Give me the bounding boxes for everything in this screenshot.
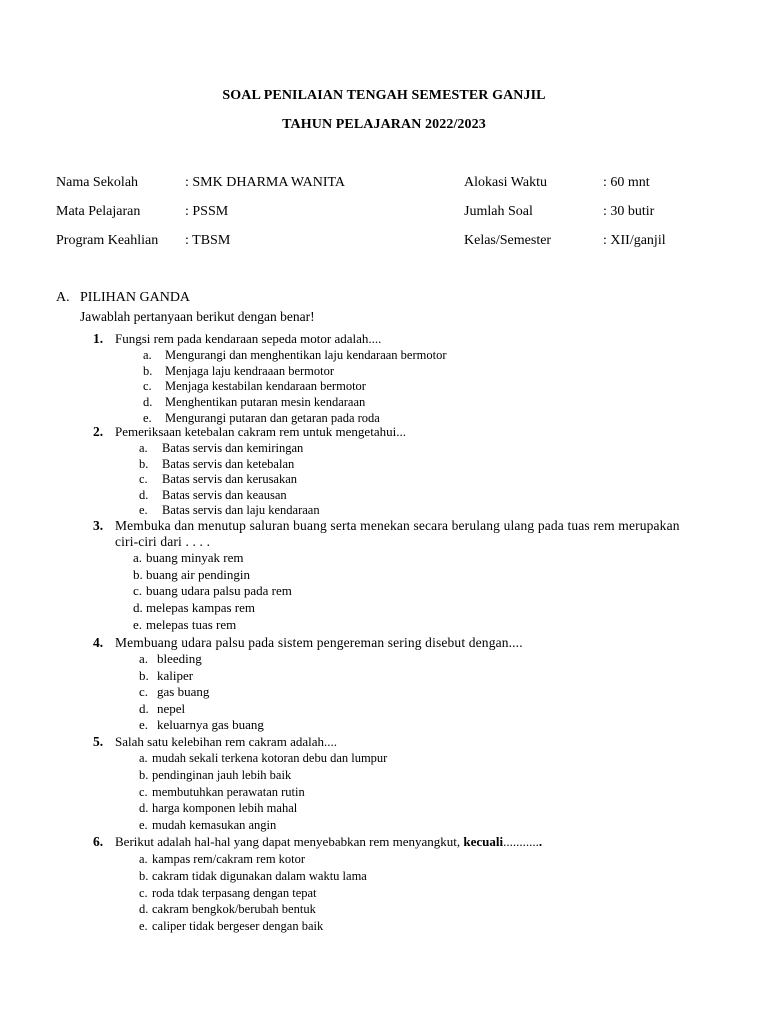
option-letter: c.	[139, 784, 148, 799]
question-text	[115, 834, 695, 850]
option-letter: c.	[139, 885, 148, 900]
option-letter: d.	[139, 801, 149, 816]
question-text-part: Berikut adalah hal-hal yang dapat menyebabkan rem menyangkut,	[115, 834, 464, 849]
info-label: Kelas/Semester	[464, 233, 552, 248]
option-text: mudah kemasukan angin	[152, 818, 277, 833]
question-text: Salah satu kelebihan rem cakram adalah....	[115, 734, 337, 749]
option-text: kampas rem/cakram rem kotor	[152, 852, 306, 866]
option-letter: e.	[143, 410, 152, 425]
document-title: SOAL PENILAIAN TENGAH SEMESTER GANJIL	[222, 88, 546, 103]
option-letter: b.	[139, 456, 149, 471]
option-text: keluarnya gas buang	[157, 717, 264, 732]
option-letter: a.	[139, 651, 149, 666]
option-text: Mengurangi dan menghentikan laju kendaraan bermotor	[165, 348, 447, 362]
option-letter: d.	[143, 395, 153, 410]
question-number: 1.	[93, 331, 104, 346]
option-text: melepas tuas rem	[146, 616, 237, 632]
option-text: Batas servis dan kerusakan	[162, 472, 298, 486]
option-text: pendinginan jauh lebih baik	[152, 767, 292, 782]
option-text: caliper tidak bergeser dengan baik	[152, 919, 324, 934]
option-letter: a.	[139, 441, 148, 455]
option-text: Menjaga laju kendraaan bermotor	[165, 363, 335, 378]
option-letter: b.	[133, 566, 143, 582]
question-number: 6.	[93, 834, 104, 849]
option-text: Mengurangi putaran dan getaran pada roda	[165, 410, 380, 425]
question-text: Membuang udara palsu pada sistem pengereman sering disebut dengan....	[115, 635, 523, 650]
question-number: 5.	[93, 734, 104, 749]
option-letter: b.	[139, 667, 149, 683]
section-letter: A.	[56, 290, 70, 305]
option-text: gas buang	[157, 684, 210, 699]
option-letter: a.	[139, 751, 148, 765]
option-text: Menghentikan putaran mesin kendaraan	[165, 395, 366, 410]
option-text: cakram tidak digunakan dalam waktu lama	[152, 868, 367, 883]
info-label: Mata Pelajaran	[56, 204, 141, 219]
info-value: : SMK DHARMA WANITA	[185, 175, 346, 190]
option-text: membutuhkan perawatan rutin	[152, 784, 305, 799]
option-letter: c.	[139, 684, 149, 699]
info-row-program	[0, 233, 768, 251]
option-text: bleeding	[157, 651, 202, 666]
info-label: Program Keahlian	[56, 233, 159, 248]
option-text: buang minyak rem	[146, 550, 244, 565]
section-title: PILIHAN GANDA	[80, 290, 191, 305]
question-number: 3.	[93, 518, 104, 533]
option-letter: b.	[143, 363, 153, 378]
question-text: Membuka dan menutup saluran buang serta menekan secara berulang ulang pada tuas rem merupakan ciri-ciri dari . . . .	[115, 518, 680, 549]
info-label: Alokasi Waktu	[464, 175, 547, 190]
option-letter: e.	[139, 919, 148, 934]
section-heading	[56, 290, 190, 306]
question-text-emphasis: .	[538, 834, 543, 849]
option-letter: e.	[133, 616, 143, 632]
option-text: harga komponen lebih mahal	[152, 801, 298, 816]
info-value: : XII/ganjil	[603, 233, 666, 248]
option-text: nepel	[157, 700, 186, 716]
option-letter: b.	[139, 767, 149, 782]
option-text: Batas servis dan laju kendaraan	[162, 503, 320, 517]
option-text: Batas servis dan kemiringan	[162, 441, 304, 455]
info-value: : 60 mnt	[603, 175, 650, 190]
option-text: mudah sekali terkena kotoran debu dan lumpur	[152, 751, 388, 765]
option-text: Menjaga kestabilan kendaraan bermotor	[165, 379, 366, 394]
option-letter: d.	[133, 600, 143, 616]
info-row-subject	[0, 204, 768, 222]
question-number: 4.	[93, 635, 104, 650]
option-letter: c.	[133, 583, 143, 599]
question-text-emphasis: kecuali	[463, 834, 504, 849]
info-value: : 30 butir	[603, 204, 655, 219]
question-text-part: ...........	[503, 834, 539, 849]
question-text: Pemeriksaan ketebalan cakram rem untuk mengetahui...	[115, 424, 406, 439]
option-text: Batas servis dan ketebalan	[162, 456, 295, 471]
question-number: 2.	[93, 424, 104, 439]
option-letter: a.	[143, 348, 152, 362]
instruction: Jawablah pertanyaan berikut dengan benar!	[80, 309, 315, 324]
option-text: buang air pendingin	[146, 566, 250, 582]
question-text: Fungsi rem pada kendaraan sepeda motor adalah....	[115, 331, 382, 346]
option-letter: e.	[139, 818, 148, 833]
option-letter: a.	[139, 852, 148, 866]
option-letter: d.	[139, 487, 149, 502]
option-letter: c.	[139, 472, 148, 486]
info-label: Nama Sekolah	[56, 175, 139, 190]
option-letter: e.	[139, 717, 149, 732]
info-value: : PSSM	[185, 204, 229, 219]
option-letter: e.	[139, 503, 148, 517]
option-text: Batas servis dan keausan	[162, 487, 287, 502]
option-text: kaliper	[157, 667, 194, 683]
option-letter: c.	[143, 379, 152, 394]
info-label: Jumlah Soal	[464, 204, 533, 219]
option-text: roda tdak terpasang dengan tepat	[152, 885, 317, 900]
option-letter: b.	[139, 868, 149, 883]
info-value: : TBSM	[185, 233, 231, 248]
option-text: buang udara palsu pada rem	[146, 583, 292, 599]
document-subtitle: TAHUN PELAJARAN 2022/2023	[282, 117, 486, 132]
option-text: cakram bengkok/berubah bentuk	[152, 902, 316, 917]
option-text: melepas kampas rem	[146, 600, 256, 616]
option-letter: d.	[139, 700, 149, 716]
info-row-school	[0, 175, 768, 193]
option-letter: d.	[139, 902, 149, 917]
option-letter: a.	[133, 550, 143, 565]
